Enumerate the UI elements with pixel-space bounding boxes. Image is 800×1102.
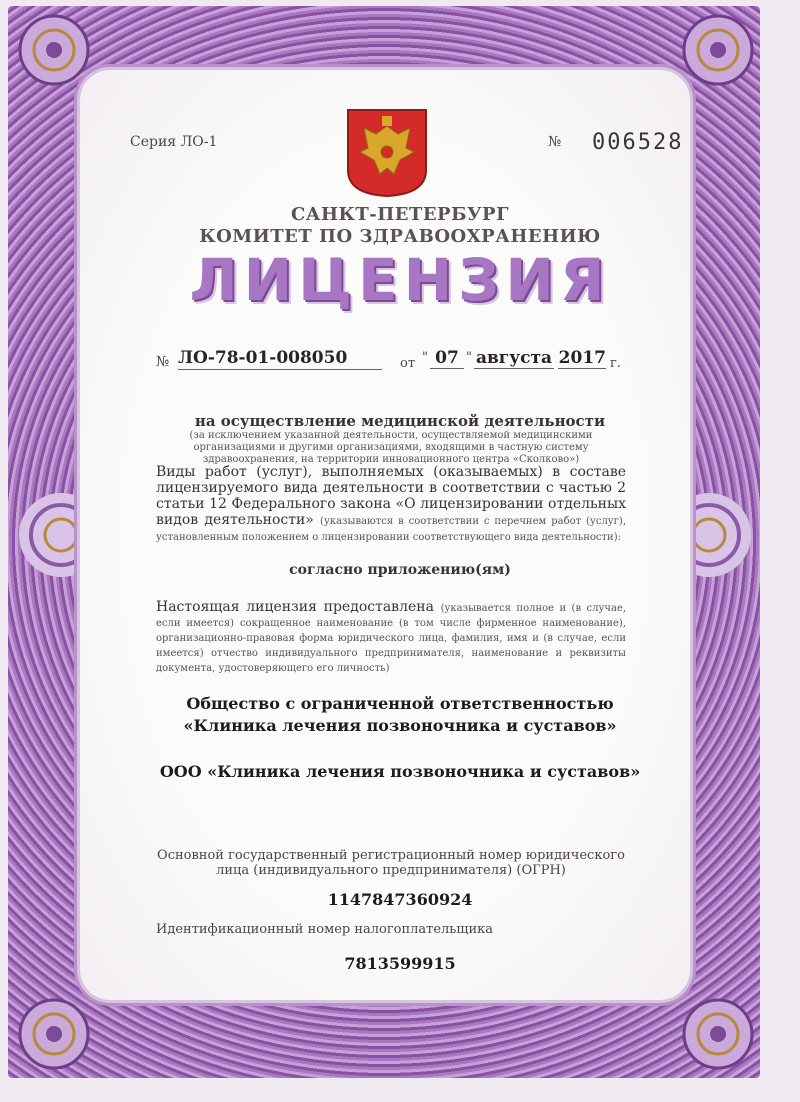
license-number-sign: №: [156, 354, 170, 370]
document-title: ЛИЦЕНЗИЯ: [189, 246, 611, 314]
ogrn-value: 1147847360924: [327, 890, 473, 909]
license-number: ЛО-78-01-008050: [178, 348, 382, 370]
coat-of-arms-icon: [346, 108, 428, 198]
activity-title: на осуществление медицинской деятельности: [194, 412, 606, 430]
organization-short-name: ООО «Клиника лечения позвоночника и суставов»: [159, 762, 641, 781]
committee-heading: КОМИТЕТ ПО ЗДРАВООХРАНЕНИЮ: [199, 226, 601, 247]
quote-close: ": [466, 350, 472, 365]
form-number: 006528: [592, 130, 684, 155]
quote-open: ": [422, 350, 428, 365]
license-day: 07: [430, 348, 464, 369]
series-label: Серия ЛО-1: [130, 134, 218, 150]
city-heading: САНКТ-ПЕТЕРБУРГ: [290, 204, 510, 225]
license-year: 2017: [558, 348, 606, 368]
inn-label: Идентификационный номер налогоплательщика: [156, 922, 494, 937]
work-kinds-note: (указываются в соответствии с перечнем работ (услуг), установленным положением о лицензировании соответствующего вида деятельности):: [156, 516, 626, 543]
inn-value: 7813599915: [344, 954, 456, 973]
work-kinds-paragraph: [156, 464, 626, 544]
date-from-label: от: [400, 356, 416, 371]
granted-text: Настоящая лицензия предоставлена: [156, 599, 434, 615]
granted-note: (указывается полное и (в случае, если имеется) сокращенное наименование (в том числе фирменное наименование), организационно-правовая форма юридического лица, фамилия, имя и (в случае, если имеется) отчество индивидуального предпринимателя, наименование и реквизиты документа, удостоверяющего его личность): [156, 603, 627, 674]
organization-full-name-line1: Общество с ограниченной ответственностью: [186, 694, 614, 713]
number-sign: №: [548, 134, 562, 150]
work-kinds-text: Виды работ (услуг), выполняемых (оказываемых) в составе лицензируемого вида деятельности в соответствии с частью 2 статьи 12 Федерального закона «О лицензировании отдельных видов деятельности»: [156, 464, 626, 528]
per-appendix: согласно приложению(ям): [289, 562, 511, 578]
license-month: августа: [475, 348, 553, 368]
ogrn-label: Основной государственный регистрационный номер юридического лица (индивидуального предпринимателя) (ОГРН): [157, 848, 625, 878]
granted-paragraph: [156, 600, 626, 675]
activity-exclusion: (за исключением указанной деятельности, осуществляемой медицинскими организациями и другими организациями, входящими в частную систему здравоохранения, на территории инновационного центра «Сколково»): [189, 430, 593, 465]
year-suffix: г.: [610, 356, 621, 371]
organization-full-name-line2: «Клиника лечения позвоночника и суставов»: [183, 716, 617, 735]
